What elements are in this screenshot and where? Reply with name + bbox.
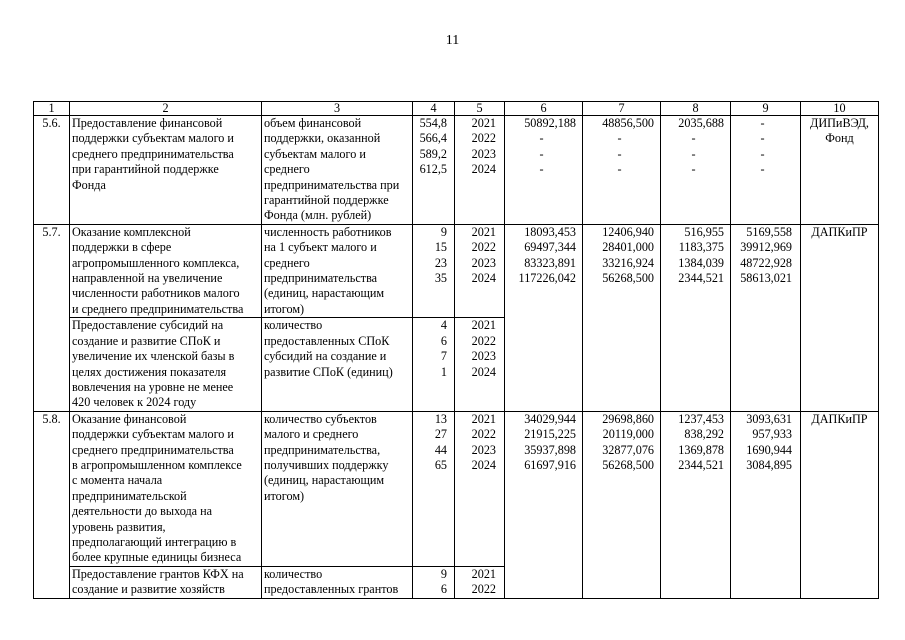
cell-line: увеличение их членской базы в xyxy=(72,349,235,364)
cell-line: - xyxy=(760,146,765,161)
cell-line: поддержки субъектам малого и xyxy=(72,131,234,146)
cell-line: 2021 xyxy=(471,318,496,333)
cell-line: 56268,500 xyxy=(602,271,654,286)
funding-other xyxy=(731,411,801,598)
executor xyxy=(801,116,879,225)
cell-line: 23 xyxy=(434,255,447,270)
cell-line: развитие СПоК (единиц) xyxy=(264,364,393,379)
cell-line: 9 xyxy=(440,566,447,581)
cell-line: 12406,940 xyxy=(602,224,654,239)
cell-line: Фонд xyxy=(825,131,854,146)
cell-line: Оказание финансовой xyxy=(72,411,187,426)
table-row xyxy=(34,116,879,225)
cell-line: предполагающий интеграцию в xyxy=(72,534,237,549)
cell-line: агропромышленного комплекса, xyxy=(72,255,240,270)
indicator-values xyxy=(413,566,455,598)
col-header-5: 5 xyxy=(455,102,505,116)
cell-line: предоставленных грантов xyxy=(264,582,399,597)
cell-line: 2021 xyxy=(471,566,496,581)
cell-line: 27 xyxy=(434,427,447,442)
cell-line: 2022 xyxy=(471,582,496,597)
cell-line: 516,955 xyxy=(684,224,724,239)
cell-line: и среднего предпринимательства xyxy=(72,301,244,316)
cell-line: - xyxy=(760,162,765,177)
cell-line: 554,8 xyxy=(419,116,447,130)
cell-line: итогом) xyxy=(264,488,305,503)
col-header-9: 9 xyxy=(731,102,801,116)
cell-line: 838,292 xyxy=(684,427,724,442)
cell-line: 1690,944 xyxy=(746,442,792,457)
cell-line: в агропромышленном комплексе xyxy=(72,457,242,472)
cell-line: 20119,000 xyxy=(602,427,654,442)
cell-line: - xyxy=(760,116,765,130)
years xyxy=(455,318,505,411)
cell-line: 69497,344 xyxy=(524,240,576,255)
col-header-4: 4 xyxy=(413,102,455,116)
cell-line: 21915,225 xyxy=(524,427,576,442)
cell-line: гарантийной поддержке xyxy=(264,193,389,208)
cell-line: объем финансовой xyxy=(264,116,362,130)
cell-line: 1 xyxy=(440,364,447,379)
cell-line: 56268,500 xyxy=(602,457,654,472)
cell-line: поддержки в сфере xyxy=(72,240,172,255)
indicator-text xyxy=(262,116,413,225)
cell-line: 48856,500 xyxy=(602,116,654,130)
row-number: 5.7. xyxy=(34,224,70,411)
measure-text xyxy=(70,411,262,566)
cell-line: 2023 xyxy=(471,349,496,364)
cell-line: - xyxy=(691,162,696,177)
cell-line: Предоставление грантов КФХ на xyxy=(72,566,244,581)
executor xyxy=(801,224,879,411)
cell-line: 2024 xyxy=(471,162,496,177)
cell-line: предпринимательства, xyxy=(264,442,381,457)
cell-line: 44 xyxy=(434,442,447,457)
cell-line: - xyxy=(539,162,544,177)
cell-line: создание и развитие хозяйств xyxy=(72,582,225,597)
measure-text xyxy=(70,318,262,411)
cell-line: - xyxy=(691,131,696,146)
funding-regional xyxy=(661,411,731,598)
cell-line: 420 человек к 2024 году xyxy=(72,395,197,410)
cell-line: Фонда xyxy=(72,177,106,192)
cell-line: поддержки субъектам малого и xyxy=(72,427,234,442)
cell-line: 2021 xyxy=(471,411,496,426)
cell-line: 1384,039 xyxy=(678,255,724,270)
col-header-3: 3 xyxy=(262,102,413,116)
cell-line: среднего предпринимательства xyxy=(72,146,234,161)
cell-line: среднего xyxy=(264,255,310,270)
cell-line: при гарантийной поддержке xyxy=(72,162,219,177)
cell-line: 13 xyxy=(434,411,447,426)
cell-line: 9 xyxy=(440,224,447,239)
cell-line: - xyxy=(617,131,622,146)
cell-line: 1369,878 xyxy=(678,442,724,457)
cell-line: 2023 xyxy=(471,255,496,270)
indicator-text xyxy=(262,318,413,411)
cell-line: - xyxy=(539,131,544,146)
cell-line: 6 xyxy=(440,333,447,348)
cell-line: 1183,375 xyxy=(678,240,724,255)
measure-text xyxy=(70,116,262,225)
cell-line: создание и развитие СПоК и xyxy=(72,333,221,348)
cell-line: более крупные единицы бизнеса xyxy=(72,550,242,565)
cell-line: 32877,076 xyxy=(602,442,654,457)
cell-line: деятельности до выхода на xyxy=(72,504,213,519)
cell-line: итогом) xyxy=(264,301,305,316)
program-table xyxy=(33,101,879,599)
cell-line: среднего xyxy=(264,162,310,177)
indicator-values xyxy=(413,224,455,317)
cell-line: 2022 xyxy=(471,240,496,255)
indicator-values xyxy=(413,116,455,225)
row-number: 5.8. xyxy=(34,411,70,598)
funding-total xyxy=(505,411,583,598)
cell-line: 2022 xyxy=(471,427,496,442)
cell-line: численность работников xyxy=(264,224,392,239)
cell-line: 117226,042 xyxy=(518,271,576,286)
funding-federal xyxy=(583,411,661,598)
cell-line: 65 xyxy=(434,457,447,472)
funding-regional xyxy=(661,224,731,411)
cell-line: 33216,924 xyxy=(602,255,654,270)
cell-line: - xyxy=(691,146,696,161)
cell-line: предоставленных СПоК xyxy=(264,333,390,348)
cell-line: 589,2 xyxy=(419,146,447,161)
cell-line: Оказание комплексной xyxy=(72,224,191,239)
executor xyxy=(801,411,879,598)
cell-line: вовлечения на уровне не менее xyxy=(72,379,234,394)
funding-total xyxy=(505,116,583,225)
indicator-values xyxy=(413,318,455,411)
cell-line: 34029,944 xyxy=(524,411,576,426)
cell-line: Фонда (млн. рублей) xyxy=(264,208,372,223)
cell-line: ДАПКиПР xyxy=(811,224,868,239)
indicator-text xyxy=(262,224,413,317)
cell-line: 35 xyxy=(434,271,447,286)
cell-line: направленной на увеличение xyxy=(72,271,223,286)
cell-line: (единиц, нарастающим xyxy=(264,286,385,301)
cell-line: 29698,860 xyxy=(602,411,654,426)
cell-line: 50892,188 xyxy=(524,116,576,130)
cell-line: 2022 xyxy=(471,131,496,146)
page-number: 11 xyxy=(445,33,460,48)
measure-text xyxy=(70,224,262,317)
indicator-text xyxy=(262,411,413,566)
cell-line: 83323,891 xyxy=(524,255,576,270)
cell-line: 2024 xyxy=(471,271,496,286)
funding-regional xyxy=(661,116,731,225)
cell-line: 2021 xyxy=(471,224,496,239)
cell-line: уровень развития, xyxy=(72,519,166,534)
cell-line: предпринимательской xyxy=(72,488,187,503)
measure-text xyxy=(70,566,262,598)
cell-line: 566,4 xyxy=(419,131,447,146)
funding-federal xyxy=(583,116,661,225)
cell-line: численности работников малого xyxy=(72,286,240,301)
cell-line: 4 xyxy=(440,318,447,333)
indicator-text xyxy=(262,566,413,598)
cell-line: - xyxy=(617,162,622,177)
cell-line: на 1 субъект малого и xyxy=(264,240,377,255)
funding-federal xyxy=(583,224,661,411)
years xyxy=(455,116,505,225)
cell-line: ДАПКиПР xyxy=(811,411,868,426)
cell-line: - xyxy=(760,131,765,146)
col-header-7: 7 xyxy=(583,102,661,116)
cell-line: поддержки, оказанной xyxy=(264,131,381,146)
cell-line: предпринимательства xyxy=(264,271,378,286)
col-header-1: 1 xyxy=(34,102,70,116)
cell-line: 2022 xyxy=(471,333,496,348)
cell-line: 3093,631 xyxy=(746,411,792,426)
cell-line: Предоставление субсидий на xyxy=(72,318,224,333)
cell-line: малого и среднего xyxy=(264,427,359,442)
years xyxy=(455,224,505,317)
years xyxy=(455,566,505,598)
cell-line: 28401,000 xyxy=(602,240,654,255)
cell-line: 2023 xyxy=(471,442,496,457)
cell-line: 2035,688 xyxy=(678,116,724,130)
cell-line: количество xyxy=(264,566,323,581)
cell-line: Предоставление финансовой xyxy=(72,116,223,130)
cell-line: 18093,453 xyxy=(524,224,576,239)
cell-line: 58613,021 xyxy=(740,271,792,286)
funding-other xyxy=(731,224,801,411)
cell-line: 2024 xyxy=(471,364,496,379)
cell-line: - xyxy=(617,146,622,161)
table-row xyxy=(34,224,879,317)
cell-line: 1237,453 xyxy=(678,411,724,426)
cell-line: 612,5 xyxy=(419,162,447,177)
cell-line: ДИПиВЭД, xyxy=(810,116,869,130)
cell-line: 48722,928 xyxy=(740,255,792,270)
cell-line: субсидий на создание и xyxy=(264,349,387,364)
cell-line: 15 xyxy=(434,240,447,255)
cell-line: количество xyxy=(264,318,323,333)
indicator-values xyxy=(413,411,455,566)
cell-line: 2023 xyxy=(471,146,496,161)
cell-line: 39912,969 xyxy=(740,240,792,255)
cell-line: 2021 xyxy=(471,116,496,130)
cell-line: количество субъектов xyxy=(264,411,377,426)
cell-line: 2024 xyxy=(471,457,496,472)
cell-line: среднего предпринимательства xyxy=(72,442,234,457)
cell-line: 3084,895 xyxy=(746,457,792,472)
funding-other xyxy=(731,116,801,225)
cell-line: с момента начала xyxy=(72,473,163,488)
cell-line: 5169,558 xyxy=(746,224,792,239)
cell-line: 7 xyxy=(440,349,447,364)
cell-line: субъектам малого и xyxy=(264,146,366,161)
cell-line: (единиц, нарастающим xyxy=(264,473,385,488)
funding-total xyxy=(505,224,583,411)
years xyxy=(455,411,505,566)
cell-line: предпринимательства при xyxy=(264,177,400,192)
cell-line: 61697,916 xyxy=(524,457,576,472)
col-header-8: 8 xyxy=(661,102,731,116)
cell-line: целях достижения показателя xyxy=(72,364,227,379)
cell-line: 2344,521 xyxy=(678,271,724,286)
cell-line: 957,933 xyxy=(752,427,792,442)
col-header-6: 6 xyxy=(505,102,583,116)
cell-line: 35937,898 xyxy=(524,442,576,457)
cell-line: 2344,521 xyxy=(678,457,724,472)
col-header-2: 2 xyxy=(70,102,262,116)
table-row xyxy=(34,411,879,566)
cell-line: 6 xyxy=(440,582,447,597)
row-number: 5.6. xyxy=(34,116,70,225)
cell-line: - xyxy=(539,146,544,161)
col-header-10: 10 xyxy=(801,102,879,116)
cell-line: получивших поддержку xyxy=(264,457,389,472)
column-numbers-row xyxy=(34,102,879,116)
